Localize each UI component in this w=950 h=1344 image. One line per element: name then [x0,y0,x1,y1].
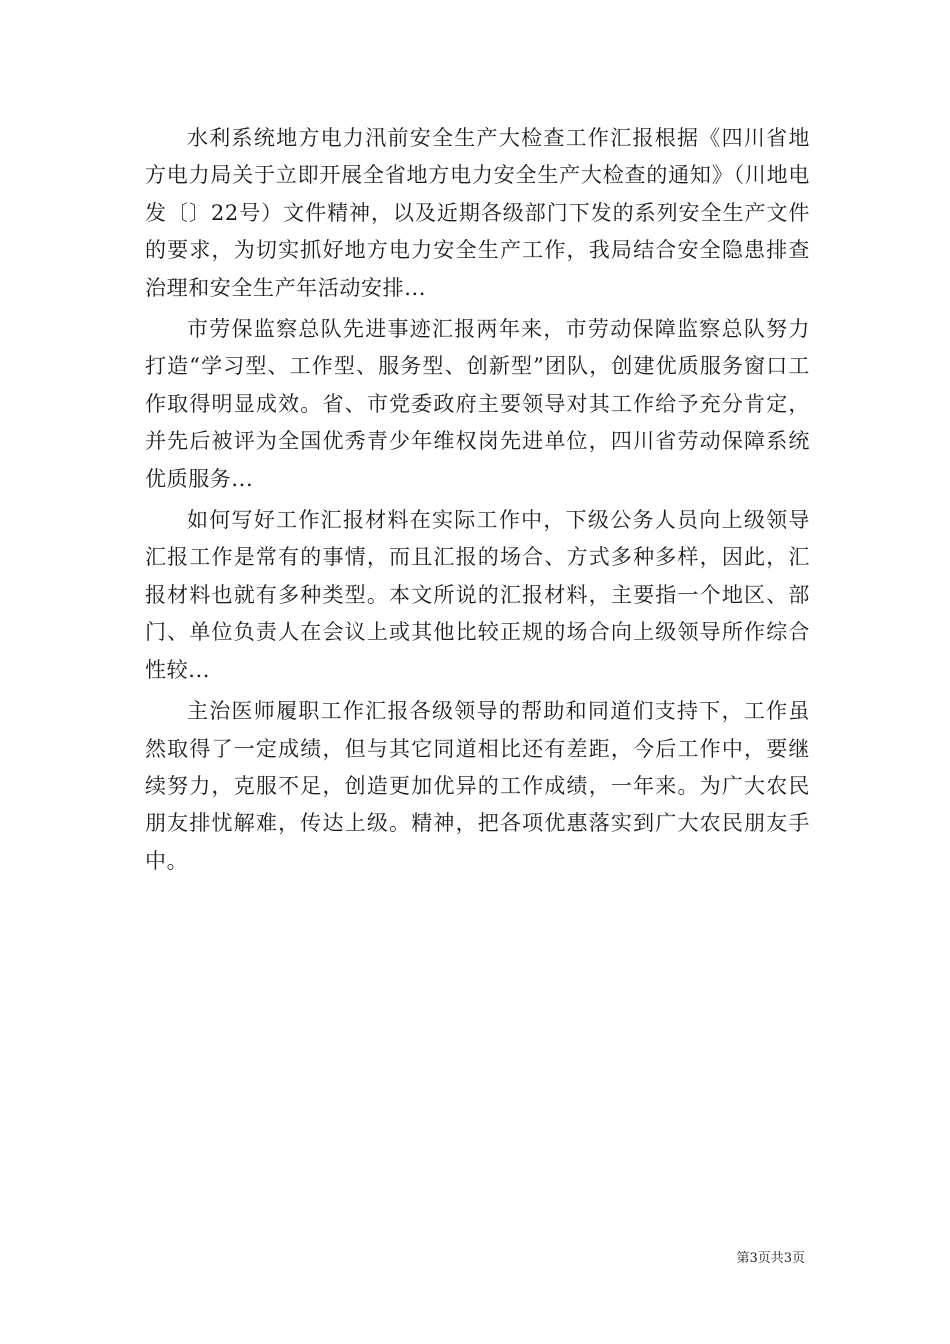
paragraph-2: 市劳保监察总队先进事迹汇报两年来，市劳动保障监察总队努力打造“学习型、工作型、服务型、创新型”团队，创建优质服务窗口工作取得明显成效。省、市党委政府主要领导对其工作给予充分肯定，并先后被评为全国优秀青少年维权岗先进单位，四川省劳动保障系统优质服务... [145,317,810,491]
paragraph-3: 如何写好工作汇报材料在实际工作中，下级公务人员向上级领导汇报工作是常有的事情，而且汇报的场合、方式多种多样，因此，汇报材料也就有多种类型。本文所说的汇报材料，主要指一个地区、部门、单位负责人在会议上或其他比较正规的场合向上级领导所作综合性较... [145,508,810,682]
paragraph-4: 主治医师履职工作汇报各级领导的帮助和同道们支持下，工作虽然取得了一定成绩，但与其它同道相比还有差距，今后工作中，要继续努力，克服不足，创造更加优异的工作成绩，一年来。为广大农民朋友排忧解难，传达上级。精神，把各项优惠落实到广大农民朋友手中。 [145,699,810,873]
document-body [145,120,810,884]
paragraph-1: 水利系统地方电力汛前安全生产大检查工作汇报根据《四川省地方电力局关于立即开展全省地方电力安全生产大检查的通知》（川地电发〔〕22号）文件精神，以及近期各级部门下发的系列安全生产文件的要求，为切实抓好地方电力安全生产工作，我局结合安全隐患排查治理和安全生产年活动安排... [145,126,810,300]
page-number-footer: 第3页共3页 [736,1251,805,1266]
